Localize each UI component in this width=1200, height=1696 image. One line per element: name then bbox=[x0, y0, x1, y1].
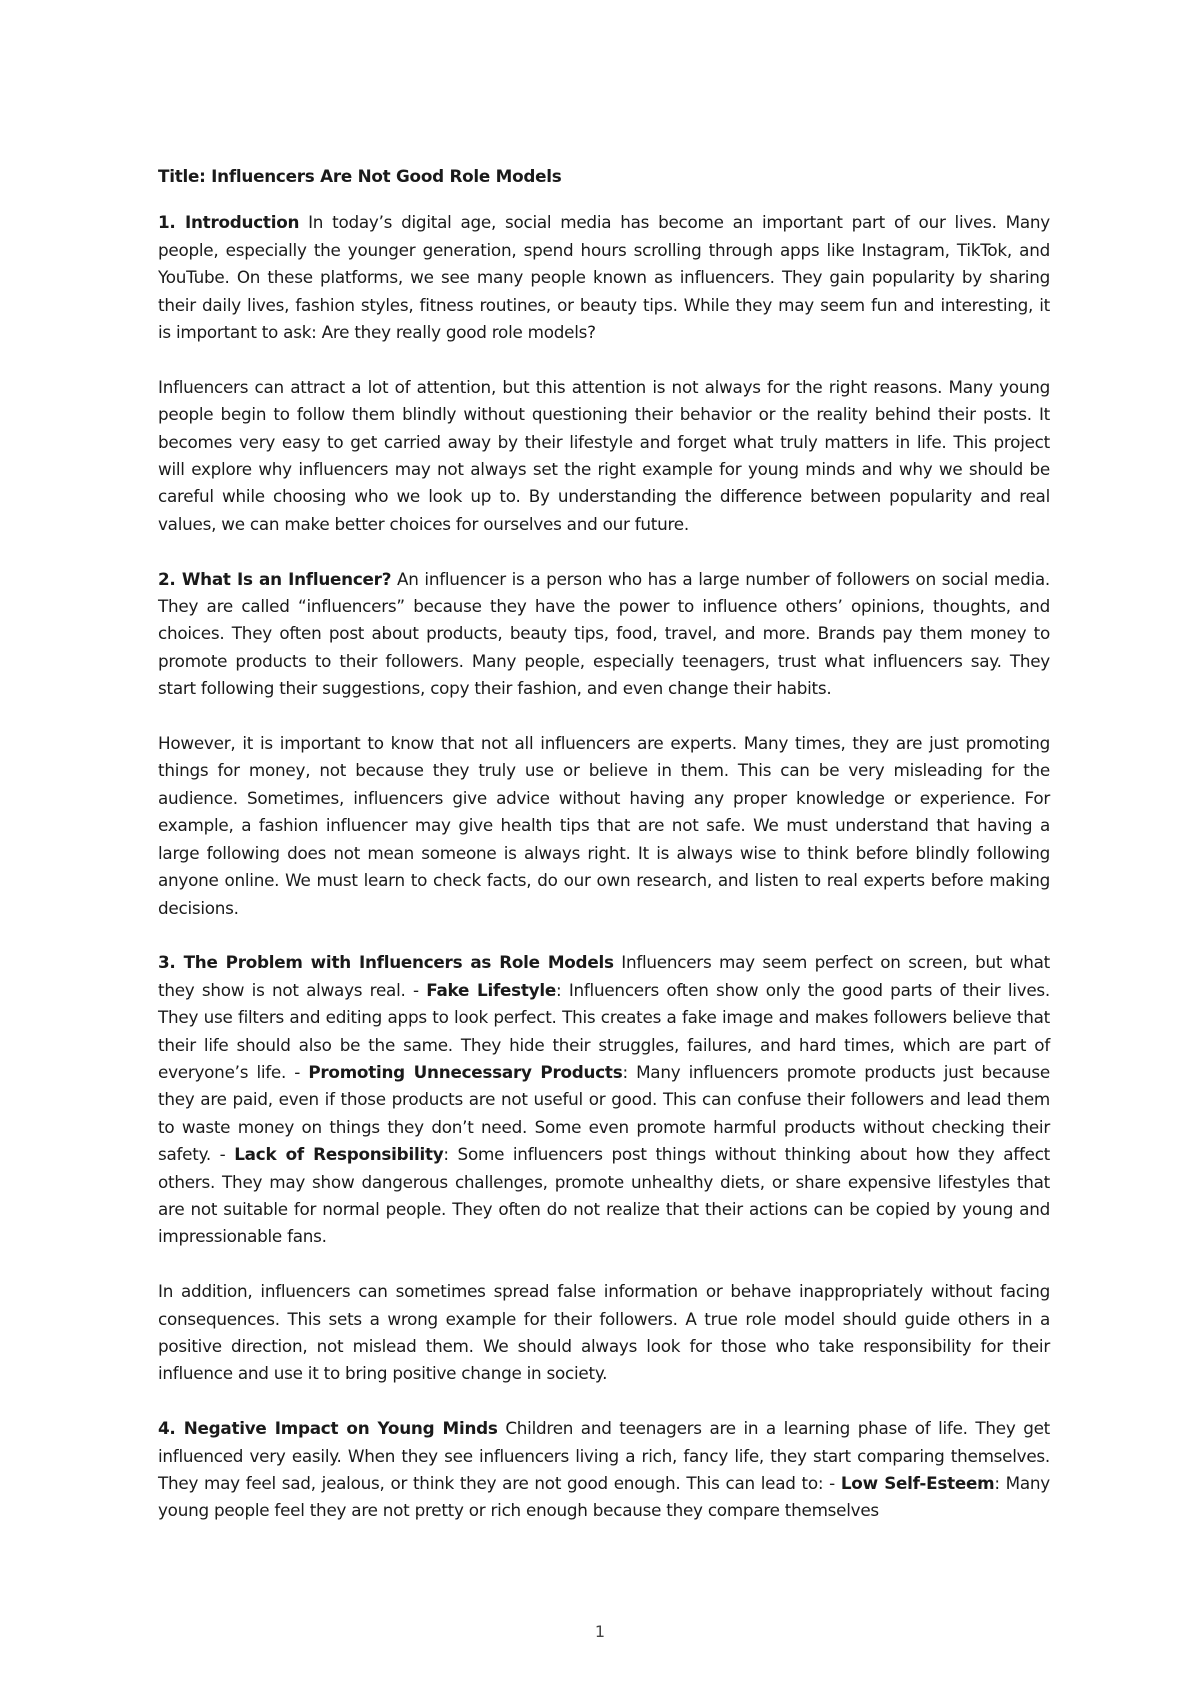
section-3-intro-text: Influencers may seem perfect on screen, but what they show is not always real. - bbox=[158, 952, 1050, 1000]
point-low-self-esteem-text: : Many young people feel they are not pretty or rich enough because they compare themselves bbox=[158, 1473, 1050, 1521]
section-4-intro-paragraph bbox=[158, 1415, 1050, 1525]
section-2-intro-text: An influencer is a person who has a large number of followers on social media. They are called “influencers” because they have the power to influence others’ opinions, thoughts, and choices. They often post about products, beauty tips, food, travel, and more. Brands pay them money to promote products to their followers. Many people, especially teenagers, trust what influencers say. They start following their suggestions, copy their fashion, and even change their habits. bbox=[158, 568, 1051, 699]
page-number: 1 bbox=[594, 1622, 606, 1641]
point-unnecessary-products-label: Promoting Unnecessary Products bbox=[308, 1061, 623, 1082]
section-3-heading: 3. The Problem with Influencers as Role Models bbox=[158, 952, 614, 973]
document-title: Title: Influencers Are Not Good Role Models bbox=[158, 166, 562, 186]
section-4-intro-text: Children and teenagers are in a learning phase of life. They get influenced very easily. When they see influencers living a rich, fancy life, they start comparing themselves. They may feel sad, jealous, or think they are not good enough. This can lead to: - bbox=[158, 1418, 1050, 1493]
section-3-paragraph: In addition, influencers can sometimes spread false information or behave inappropriately without facing consequences. This sets a wrong example for their followers. A true role model should guide others in a positive direction, not mislead them. We should always look for those who take responsibility for their influence and use it to bring positive change in society. bbox=[158, 1281, 1050, 1384]
point-unnecessary-products-text: : Many influencers promote products just because they are paid, even if those products are not useful or good. This can confuse their followers and lead them to waste money on things they don’t need. Some even promote harmful products without checking their safety. - bbox=[158, 1061, 1050, 1165]
section-2-intro-paragraph bbox=[158, 566, 1050, 703]
section-4-heading: 4. Negative Impact on Young Minds bbox=[158, 1418, 498, 1439]
document-page bbox=[158, 163, 1050, 1552]
section-1-intro-paragraph bbox=[158, 209, 1050, 346]
point-fake-lifestyle-label: Fake Lifestyle bbox=[426, 979, 556, 1000]
section-1-paragraph: Influencers can attract a lot of attention, but this attention is not always for the right reasons. Many young people begin to follow them blindly without questioning their behavior or the reality behind their posts. It becomes very easy to get carried away by their lifestyle and forget what truly matters in life. This project will explore why influencers may not always set the right example for young minds and why we should be careful while choosing who we look up to. By understanding the difference between popularity and real values, we can make better choices for ourselves and our future. bbox=[158, 376, 1050, 534]
section-2-heading: 2. What Is an Influencer? bbox=[158, 568, 392, 589]
section-1-intro-text: In today’s digital age, social media has become an important part of our lives. Many people, especially the younger generation, spend hours scrolling through apps like Instagram, TikTok, and YouTube. On these platforms, we see many people known as influencers. They gain popularity by sharing their daily lives, fashion styles, fitness routines, or beauty tips. While they may seem fun and interesting, it is important to ask: Are they really good role models? bbox=[158, 212, 1050, 343]
point-lack-of-responsibility-text: : Some influencers post things without thinking about how they affect others. They may show dangerous challenges, promote unhealthy diets, or share expensive lifestyles that are not suitable for normal people. They often do not realize that their actions can be copied by young and impressionable fans. bbox=[158, 1144, 1050, 1247]
point-fake-lifestyle-text: : Influencers often show only the good parts of their lives. They use filters and editing apps to look perfect. This creates a fake image and makes followers believe that their life should also be the same. They hide their struggles, failures, and hard times, which are part of everyone’s life. - bbox=[158, 979, 1050, 1082]
point-lack-of-responsibility-label: Lack of Responsibility bbox=[234, 1144, 444, 1165]
section-2-paragraph: However, it is important to know that not all influencers are experts. Many times, they are just promoting things for money, not because they truly use or believe in them. This can be very misleading for the audience. Sometimes, influencers give advice without having any proper knowledge or experience. For example, a fashion influencer may give health tips that are not safe. We must understand that having a large following does not mean someone is always right. It is always wise to think before blindly following anyone online. We must learn to check facts, do our own research, and listen to real experts before making decisions. bbox=[158, 733, 1050, 918]
section-3-intro-paragraph bbox=[158, 949, 1050, 1250]
point-low-self-esteem-label: Low Self-Esteem bbox=[840, 1473, 995, 1493]
section-1-heading: 1. Introduction bbox=[158, 212, 300, 233]
